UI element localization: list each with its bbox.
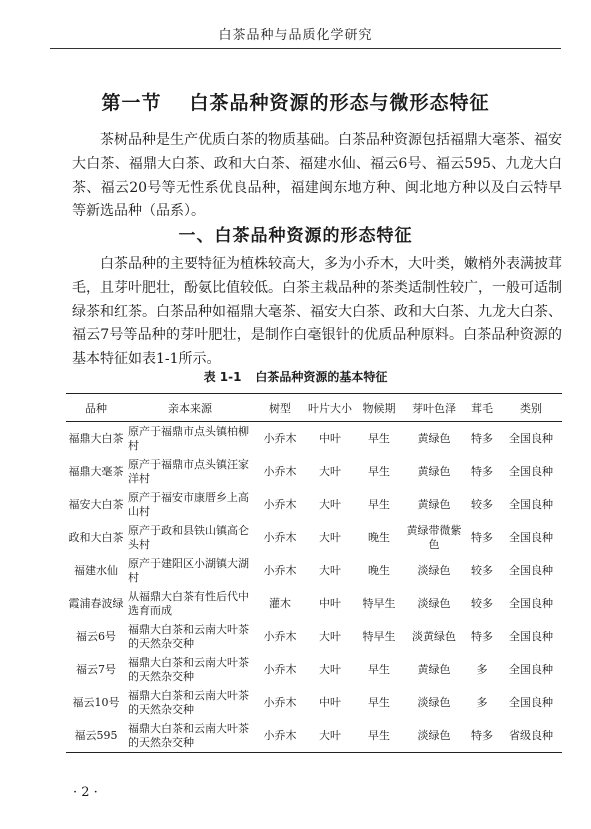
cell-tree-type: 小乔木 [263,530,297,544]
table-body [66,422,562,753]
cell-tree-type: 小乔木 [263,431,297,445]
cell-category: 全国良种 [509,497,553,511]
cell-tree-type: 灌木 [269,596,291,610]
cell-bud-color: 淡绿色 [404,719,464,753]
cell-bud-color: 黄绿色 [417,662,451,676]
cell-bud-color: 黄绿色 [417,464,451,478]
cell-parent-source: 原产于福鼎市点头镇汪家洋村 [128,457,249,485]
cell-pubescence: 特多 [471,530,493,544]
table-row [66,422,562,456]
table-caption-title: 白茶品种资源的基本特征 [255,370,388,384]
table-row [66,455,562,488]
section-number: 第一节 [101,92,162,114]
cell-category: 省级良种 [500,719,562,753]
cell-variety: 福安大白茶 [68,497,124,511]
cell-parent-source: 原产于建阳区小湖镇大湖村 [128,556,249,584]
cell-leaf-size: 大叶 [319,563,341,577]
cell-tree-type: 小乔木 [263,464,297,478]
cell-parent-source: 福鼎大白茶和云南大叶茶的天然杂交种 [128,622,249,650]
header-leaf-size: 叶片大小 [306,394,354,422]
cell-variety: 政和大白茶 [68,530,124,544]
cell-phenology: 特早生 [362,629,396,643]
table-row [66,719,562,753]
cell-variety: 福云10号 [72,695,120,709]
cell-category: 全国良种 [509,530,553,544]
cell-variety: 霞浦春波绿 [68,596,124,610]
cell-category: 全国良种 [509,596,553,610]
cell-pubescence: 特多 [464,719,500,753]
cell-tree-type: 小乔木 [263,563,297,577]
cell-leaf-size: 中叶 [319,596,341,610]
cell-leaf-size: 大叶 [319,629,341,643]
cell-pubescence: 较多 [471,497,493,511]
cell-bud-color: 淡黄绿色 [412,629,456,643]
cell-bud-color: 黄绿色 [417,497,451,511]
table-row [66,488,562,521]
table-header-row [66,394,562,422]
cell-phenology: 早生 [368,497,390,511]
header-pubescence: 茸毛 [464,394,500,422]
table-row [66,554,562,587]
cell-phenology: 特早生 [362,596,396,610]
cell-parent-source: 福鼎大白茶和云南大叶茶的天然杂交种 [128,655,249,683]
section-title [0,88,591,115]
cell-phenology: 晚生 [368,530,390,544]
cell-bud-color: 淡绿色 [417,695,451,709]
cell-leaf-size: 大叶 [319,662,341,676]
table-row [66,686,562,719]
cell-tree-type: 小乔木 [263,629,297,643]
cell-phenology: 早生 [368,662,390,676]
cell-parent-source: 原产于福鼎市点头镇柏柳村 [128,424,249,452]
cell-parent-source: 福鼎大白茶和云南大叶茶的天然杂交种 [128,688,249,716]
cell-category: 全国良种 [509,695,553,709]
cell-variety: 福云6号 [76,629,116,643]
cell-pubescence: 特多 [471,464,493,478]
variety-table [66,393,562,753]
cell-category: 全国良种 [509,563,553,577]
header-variety: 品种 [66,394,126,422]
cell-variety: 福鼎大毫茶 [68,464,124,478]
cell-tree-type: 小乔木 [263,497,297,511]
cell-pubescence: 特多 [471,431,493,445]
cell-pubescence: 特多 [471,629,493,643]
cell-phenology: 早生 [368,431,390,445]
cell-tree-type: 小乔木 [263,662,297,676]
cell-pubescence: 较多 [471,563,493,577]
header-rule [50,48,561,49]
table-number: 表 1-1 [203,370,242,384]
header-phenology: 物候期 [354,394,404,422]
cell-variety: 福鼎大白茶 [68,431,124,445]
header-category: 类别 [500,394,562,422]
body-paragraph: 白茶品种的主要特征为植株较高大，多为小乔木，大叶类，嫩梢外表满披茸毛，且芽叶肥壮，酚氨比值较低。白茶主栽品种的茶类适制性较广，一般可适制绿茶和红茶。白茶品种如福鼎大毫茶、福安大白茶、政和大白茶、九龙大白茶、福云7号等品种的芽叶肥壮，是制作白毫银针的优质品种原料。白茶品种资源的基本特征如表1-1所示。 [72,256,562,368]
cell-bud-color: 淡绿色 [417,563,451,577]
table-row [66,653,562,686]
subsection-title: 一、白茶品种资源的形态特征 [178,226,413,246]
table-row [66,620,562,653]
header-parent-source: 亲本来源 [126,394,254,422]
cell-category: 全国良种 [509,662,553,676]
table-caption [0,368,591,385]
table-row [66,587,562,620]
cell-bud-color: 黄绿带微紫色 [406,523,462,551]
cell-tree-type: 小乔木 [263,695,297,709]
cell-phenology: 早生 [368,464,390,478]
cell-phenology: 晚生 [368,563,390,577]
intro-paragraph: 茶树品种是生产优质白茶的物质基础。白茶品种资源包括福鼎大毫茶、福安大白茶、福鼎大白茶、政和大白茶、福建水仙、福云6号、福云595、九龙大白茶、福云20号等无性系优良品种，福建闽东地方种、闽北地方种以及白云特早等新选品种（品系）。 [72,132,562,220]
cell-leaf-size: 中叶 [319,695,341,709]
section-title-text: 白茶品种资源的形态与微形态特征 [189,92,490,114]
cell-leaf-size: 大叶 [319,497,341,511]
running-head: 白茶品种与品质化学研究 [218,28,373,43]
cell-category: 全国良种 [509,629,553,643]
cell-pubescence: 多 [476,662,488,676]
cell-category: 全国良种 [509,431,553,445]
cell-leaf-size: 大叶 [319,464,341,478]
table-row [66,521,562,554]
cell-pubescence: 较多 [471,596,493,610]
cell-variety: 福云7号 [76,662,116,676]
header-tree-type: 树型 [254,394,306,422]
cell-leaf-size: 大叶 [306,719,354,753]
cell-leaf-size: 中叶 [319,431,341,445]
cell-bud-color: 淡绿色 [417,596,451,610]
cell-phenology: 早生 [354,719,404,753]
cell-pubescence: 多 [476,695,488,709]
page-number: · 2 · [73,785,98,800]
cell-phenology: 早生 [368,695,390,709]
cell-bud-color: 黄绿色 [417,431,451,445]
cell-parent-source: 从福鼎大白茶有性后代中选育而成 [128,589,249,617]
cell-leaf-size: 大叶 [319,530,341,544]
cell-variety: 福云595 [66,719,126,753]
cell-variety: 福建水仙 [74,563,118,577]
cell-parent-source: 原产于政和县铁山镇高仑头村 [128,523,249,551]
cell-parent-source: 原产于福安市康厝乡上高山村 [128,490,249,518]
cell-tree-type: 小乔木 [254,719,306,753]
header-bud-color: 芽叶色泽 [404,394,464,422]
cell-category: 全国良种 [509,464,553,478]
cell-parent-source: 福鼎大白茶和云南大叶茶的天然杂交种 [126,719,254,753]
